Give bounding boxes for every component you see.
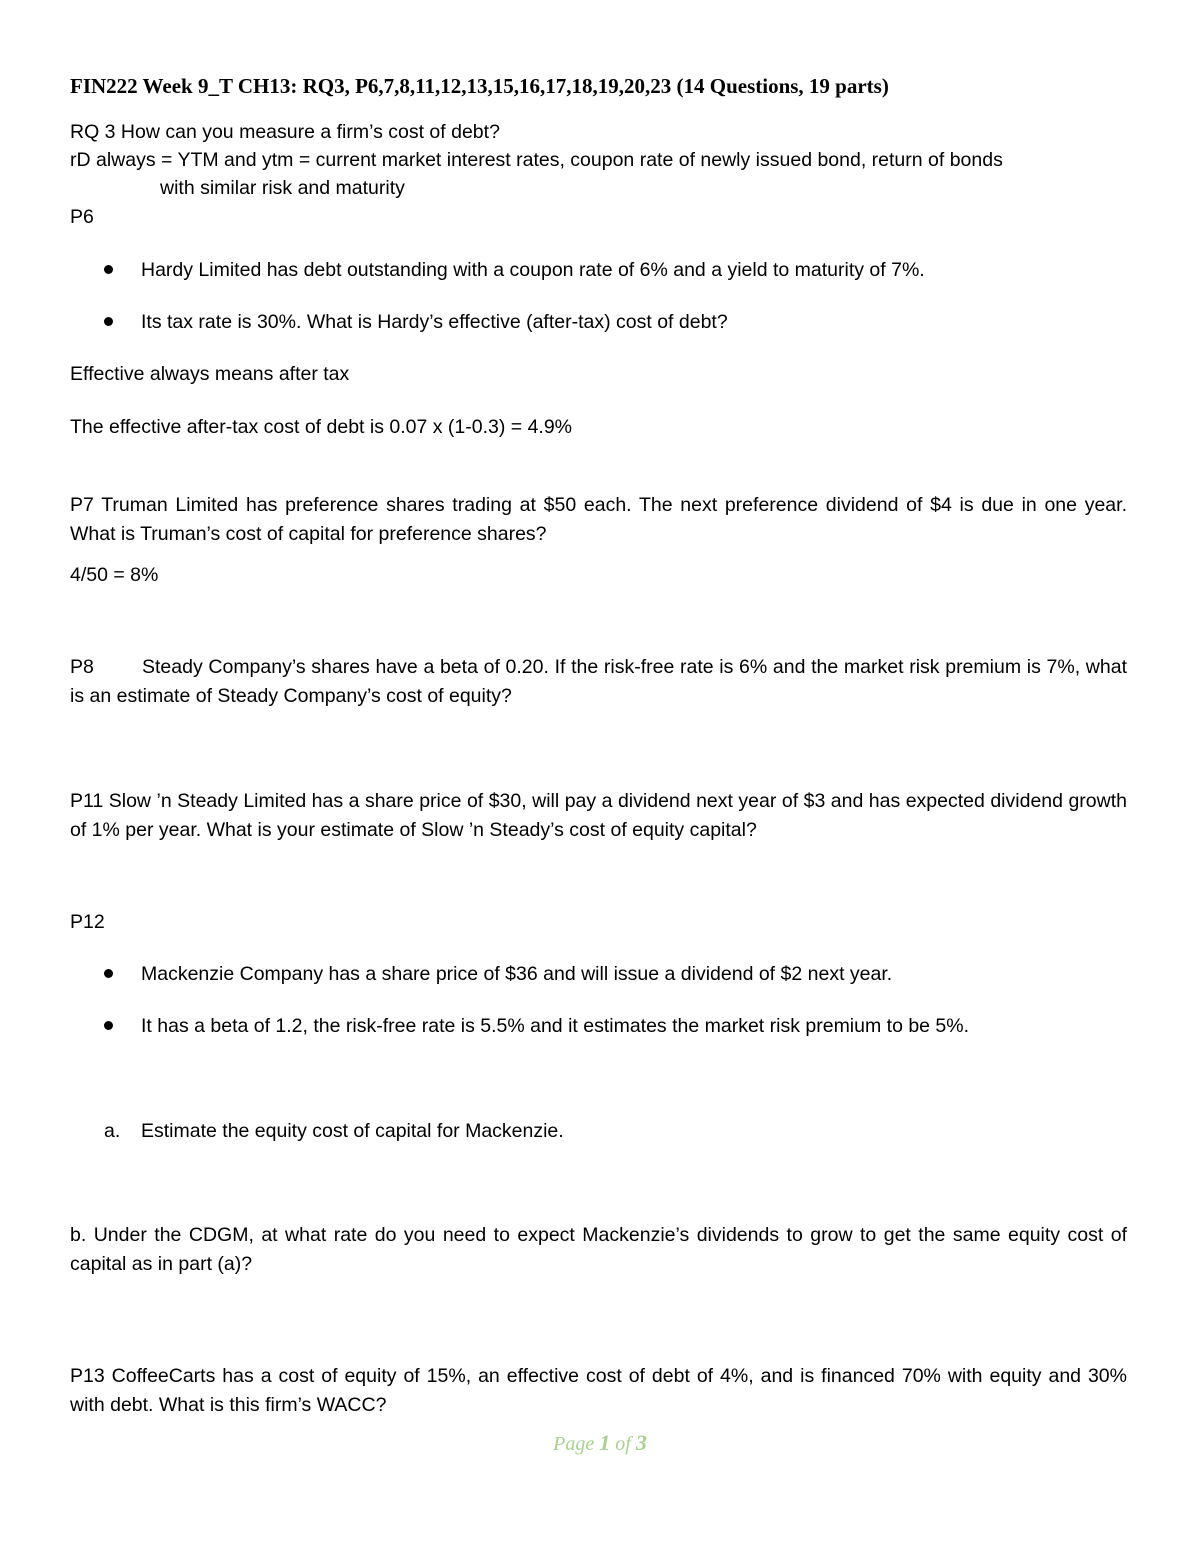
p11-question: P11 Slow ’n Steady Limited has a share price of $30, will pay a dividend next year of $3 and has expected dividend growth of 1% per year. What is your estimate of Slow ’n Steady’s cost of equity capital?	[70, 790, 1127, 841]
p7-answer: 4/50 = 8%	[70, 564, 159, 586]
document-title: FIN222 Week 9_T CH13: RQ3, P6,7,8,11,12,13,15,16,17,18,19,20,23 (14 Questions, 19 parts)	[70, 74, 889, 98]
p13-question: P13 CoffeeCarts has a cost of equity of 15%, an effective cost of debt of 4%, and is financed 70% with equity and 30% with debt. What is this firm’s WACC?	[70, 1365, 1127, 1416]
bullet-icon	[104, 265, 113, 274]
p12-part-a-text: Estimate the equity cost of capital for Mackenzie.	[141, 1120, 564, 1142]
p6-bullet-2-text: Its tax rate is 30%. What is Hardy’s effective (after-tax) cost of debt?	[141, 311, 728, 333]
bullet-icon	[104, 969, 113, 978]
page-of-word: of	[615, 1433, 631, 1455]
p12-bullet-1-text: Mackenzie Company has a share price of $36 and will issue a dividend of $2 next year.	[141, 963, 893, 985]
p6-bullet-1-text: Hardy Limited has debt outstanding with a coupon rate of 6% and a yield to maturity of 7%.	[141, 259, 925, 281]
p12-bullet-2	[100, 1012, 969, 1040]
p12-part-a	[104, 1117, 564, 1145]
p12-part-b: b. Under the CDGM, at what rate do you need to expect Mackenzie’s dividends to grow to get the same equity cost of capital as in part (a)?	[70, 1224, 1127, 1275]
bullet-icon	[104, 317, 113, 326]
p6-label: P6	[70, 206, 94, 228]
p12-bullet-1	[100, 960, 892, 988]
p6-bullet-1	[100, 256, 925, 284]
page-word: Page	[553, 1433, 595, 1455]
p6-bullet-2	[100, 308, 728, 336]
rq3-answer-line-2: with similar risk and maturity	[160, 177, 405, 199]
page-total: 3	[635, 1430, 647, 1455]
page-footer	[0, 1430, 1200, 1456]
p8-question	[70, 653, 1127, 710]
p7-question: P7 Truman Limited has preference shares trading at $50 each. The next preference dividend of $4 is due in one year. What is Truman’s cost of capital for preference shares?	[70, 494, 1127, 545]
rq3-answer	[70, 146, 1130, 202]
rq3-answer-line-1: rD always = YTM and ytm = current market interest rates, coupon rate of newly issued bond, return of bonds	[70, 149, 1003, 171]
p12-part-a-marker: a.	[104, 1120, 121, 1142]
p6-note: Effective always means after tax	[70, 363, 350, 385]
rq3-question: RQ 3 How can you measure a firm’s cost of debt?	[70, 121, 500, 143]
p12-bullet-2-text: It has a beta of 1.2, the risk-free rate is 5.5% and it estimates the market risk premium to be 5%.	[141, 1015, 970, 1037]
p12-label: P12	[70, 911, 105, 933]
bullet-icon	[104, 1021, 113, 1030]
page-current: 1	[599, 1430, 611, 1455]
p8-text: Steady Company’s shares have a beta of 0.20. If the risk-free rate is 6% and the market risk premium is 7%, what is an estimate of Steady Company’s cost of equity?	[70, 656, 1127, 707]
p6-answer: The effective after-tax cost of debt is 0.07 x (1-0.3) = 4.9%	[70, 416, 573, 438]
p8-label: P8	[70, 656, 94, 678]
